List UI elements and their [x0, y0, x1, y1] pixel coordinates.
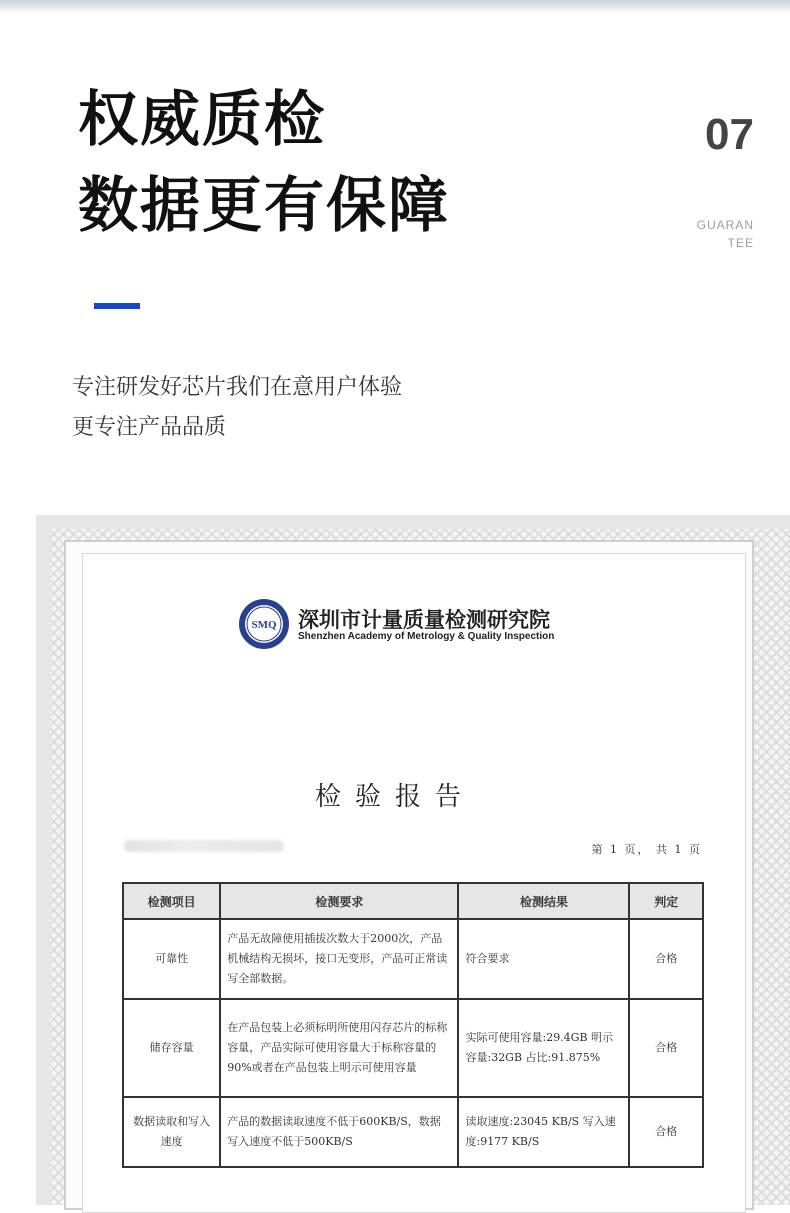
report-title: 检验报告 — [314, 782, 475, 812]
header-result: 检测结果 — [458, 883, 629, 919]
section-label — [674, 216, 754, 252]
section-label-line-2: TEE — [727, 236, 754, 250]
cell-result: 读取速度:23045 KB/S 写入速度:9177 KB/S — [458, 1097, 629, 1167]
cell-judgement: 合格 — [629, 999, 703, 1097]
cell-requirement: 产品无故障使用插拔次数大于2000次，产品机械结构无损坏，接口无变形，产品可正常读写全部数据。 — [220, 919, 458, 999]
top-shadow — [0, 0, 790, 14]
table-row — [123, 919, 703, 999]
logo-text: SMQ — [251, 619, 277, 631]
cell-requirement: 在产品包装上必须标明所使用闪存芯片的标称容量，产品实际可使用容量大于标称容量的90%或者在产品包装上明示可使用容量 — [220, 999, 458, 1097]
accent-bar — [94, 303, 140, 309]
cell-judgement: 合格 — [629, 919, 703, 999]
section-label-line-1: GUARAN — [696, 218, 754, 232]
cell-item: 数据读取和写入速度 — [123, 1097, 220, 1167]
table-header-row — [123, 883, 703, 919]
header-item: 检测项目 — [123, 883, 220, 919]
header-requirement: 检测要求 — [220, 883, 458, 919]
intro-line-2: 更专注产品品质 — [72, 415, 227, 440]
cell-requirement: 产品的数据读取速度不低于600KB/S，数据写入速度不低于500KB/S — [220, 1097, 458, 1167]
intro-line-1: 专注研发好芯片我们在意用户体验 — [72, 375, 403, 400]
cell-result: 符合要求 — [458, 919, 629, 999]
header-judgement: 判定 — [629, 883, 703, 919]
cell-item: 储存容量 — [123, 999, 220, 1097]
institution-name-cn: 深圳市计量质量检测研究院 — [298, 608, 550, 632]
institution-name-en: Shenzhen Academy of Metrology & Quality Inspection — [298, 631, 555, 642]
table-row — [123, 999, 703, 1097]
smq-logo-icon — [238, 598, 290, 650]
table-row — [123, 1097, 703, 1167]
headline-line-1: 权威质检 — [78, 85, 326, 155]
inspection-table — [122, 882, 704, 1168]
page-info: 第 1 页， 共 1 页 — [591, 843, 702, 856]
blurred-report-number — [124, 840, 284, 852]
headline-line-2: 数据更有保障 — [78, 171, 450, 241]
cell-result: 实际可使用容量:29.4GB 明示容量:32GB 占比:91.875% — [458, 999, 629, 1097]
cell-judgement: 合格 — [629, 1097, 703, 1167]
section-number: 07 — [705, 110, 754, 159]
cell-item: 可靠性 — [123, 919, 220, 999]
